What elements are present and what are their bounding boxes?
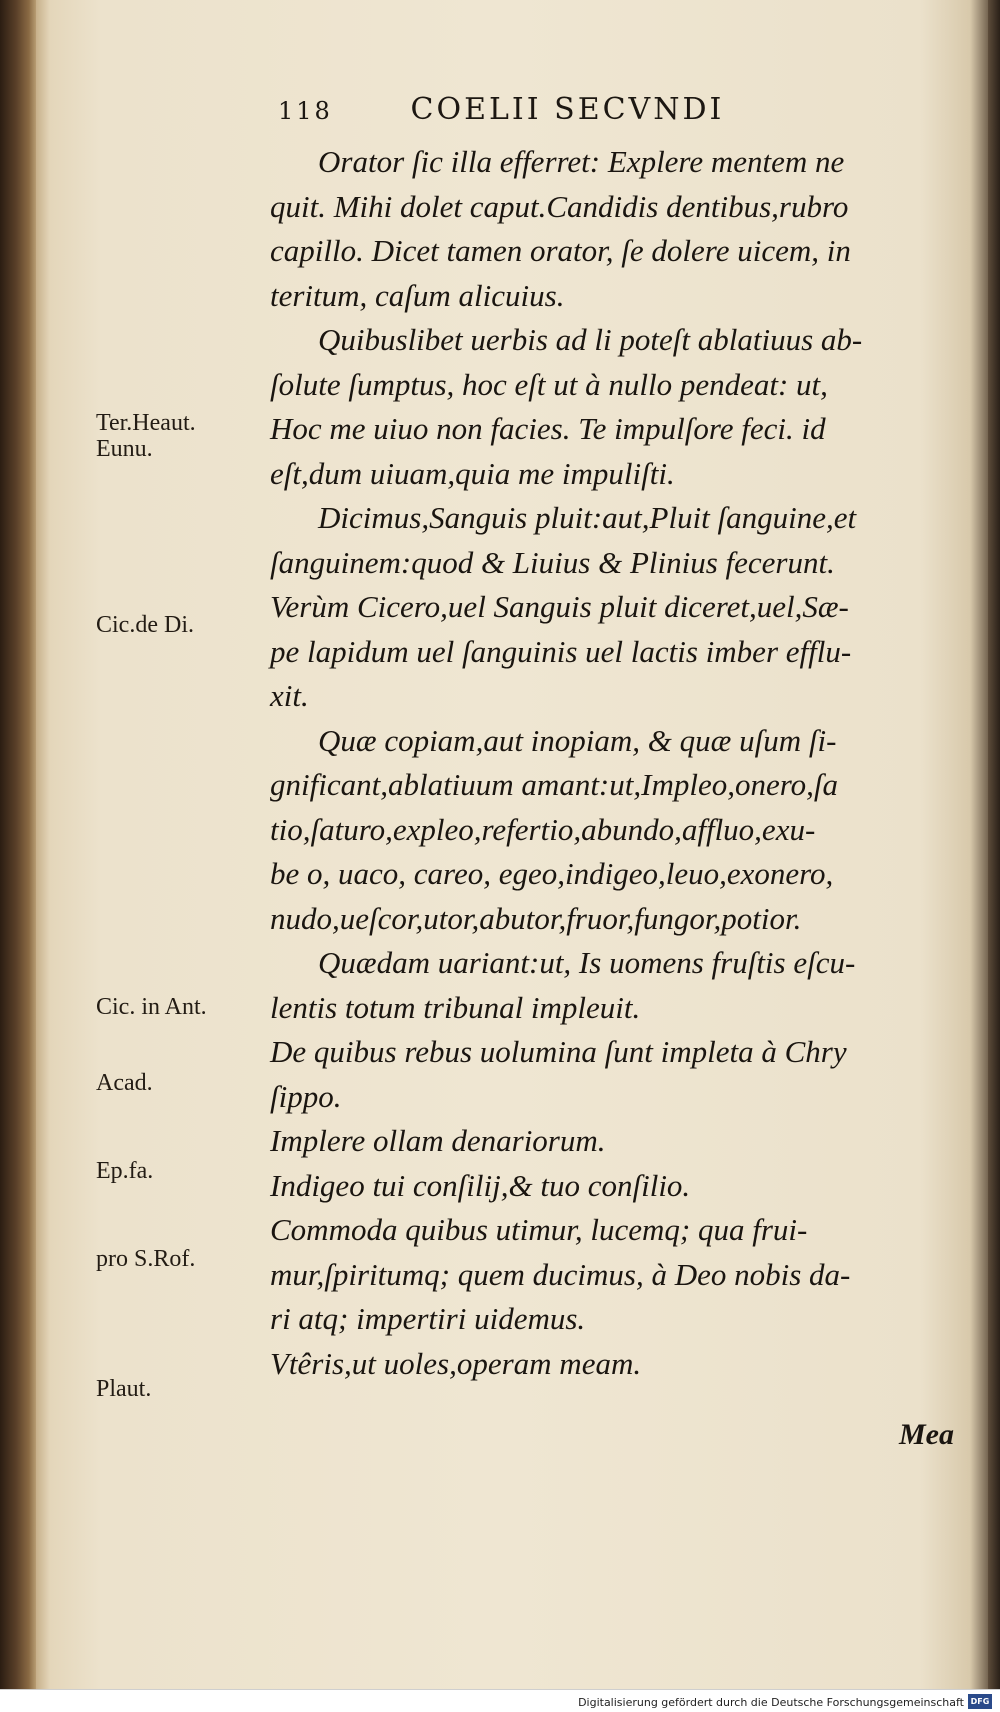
text-line: teritum, caſum alicuius. [270,277,565,313]
text-line: capillo. Dicet tamen orator, ſe dolere uicem, in [270,233,851,268]
text-line: Verùm Cicero,uel Sanguis pluit diceret,uel,Sæ- [270,589,849,624]
text-line: gnificant,ablatiuum amant:ut,Impleo,onero,ſa [270,767,838,802]
text-line: Vtêris,ut uoles,operam meam. [270,1345,642,1381]
margin-note: Eunu. [96,436,153,462]
page-edge [988,0,1000,1712]
margin-note: Ter.Heaut. [96,410,196,436]
text-line: quit. Mihi dolet caput.Candidis dentibus,rubro [270,188,849,224]
text-line: Quæ copiam,aut inopiam, & quæ uſum ſi- [318,722,837,758]
footer-bar [0,1689,1000,1712]
text-line: ſippo. [270,1078,342,1114]
book-spine [0,0,36,1712]
text-line: tio,ſaturo,expleo,refertio,abundo,affluo,exu- [270,811,816,847]
margin-note: Plaut. [96,1376,152,1402]
catchword: Mea [899,1418,954,1451]
text-line: De quibus rebus uolumina ſunt impleta à Chry [270,1034,847,1069]
text-line: Indigeo tui conſilij,& tuo conſilio. [270,1167,691,1203]
dfg-logo: DFG [968,1694,992,1709]
text-line: Implere ollam denariorum. [270,1123,606,1158]
margin-note: Ep.fa. [96,1158,154,1184]
margin-note: Cic.de Di. [96,612,194,638]
text-line: pe lapidum uel ſanguinis uel lactis imber efflu- [270,633,852,669]
running-head [278,92,898,127]
margin-note: Acad. [96,1070,153,1096]
text-line: nudo,ueſcor,utor,abutor,fruor,fungor,potior. [270,900,802,936]
text-line: mur,ſpiritumq; quem ducimus, à Deo nobis da- [270,1256,851,1292]
margin-note: pro S.Rof. [96,1246,196,1272]
text-line: Commoda quibus utimur, lucemq; qua frui- [270,1212,808,1247]
footer-credit: Digitalisierung gefördert durch die Deutsche Forschungsgemeinschaft [578,1696,964,1709]
text-line: lentis totum tribunal impleuit. [270,989,641,1025]
body-text [270,140,960,1386]
text-line: Quibuslibet uerbis ad li poteſt ablatiuus ab- [318,322,863,357]
text-line: Orator ſic illa efferret: Explere mentem ne [318,144,845,179]
text-line: Dicimus,Sanguis pluit:aut,Pluit ſanguine,et [318,500,857,535]
text-line: Quædam uariant:ut, Is uomens fruſtis eſcu- [318,945,856,980]
page-number: 118 [278,97,333,125]
margin-note: Cic. in Ant. [96,994,207,1020]
text-line: Hoc me uiuo non facies. Te impulſore feci. id [270,411,826,446]
running-title: COELII SECVNDI [410,92,725,127]
text-line: xit. [270,678,309,713]
text-line: ri atq; impertiri uidemus. [270,1301,586,1336]
text-line: be o, uaco, careo, egeo,indigeo,leuo,exonero, [270,856,834,891]
text-line: ſanguinem:quod & Liuius & Plinius fecerunt. [270,544,835,580]
text-line: eſt,dum uiuam,quia me impuliſti. [270,455,675,491]
text-line: ſolute ſumptus, hoc eſt ut à nullo pendeat: ut, [270,366,828,402]
